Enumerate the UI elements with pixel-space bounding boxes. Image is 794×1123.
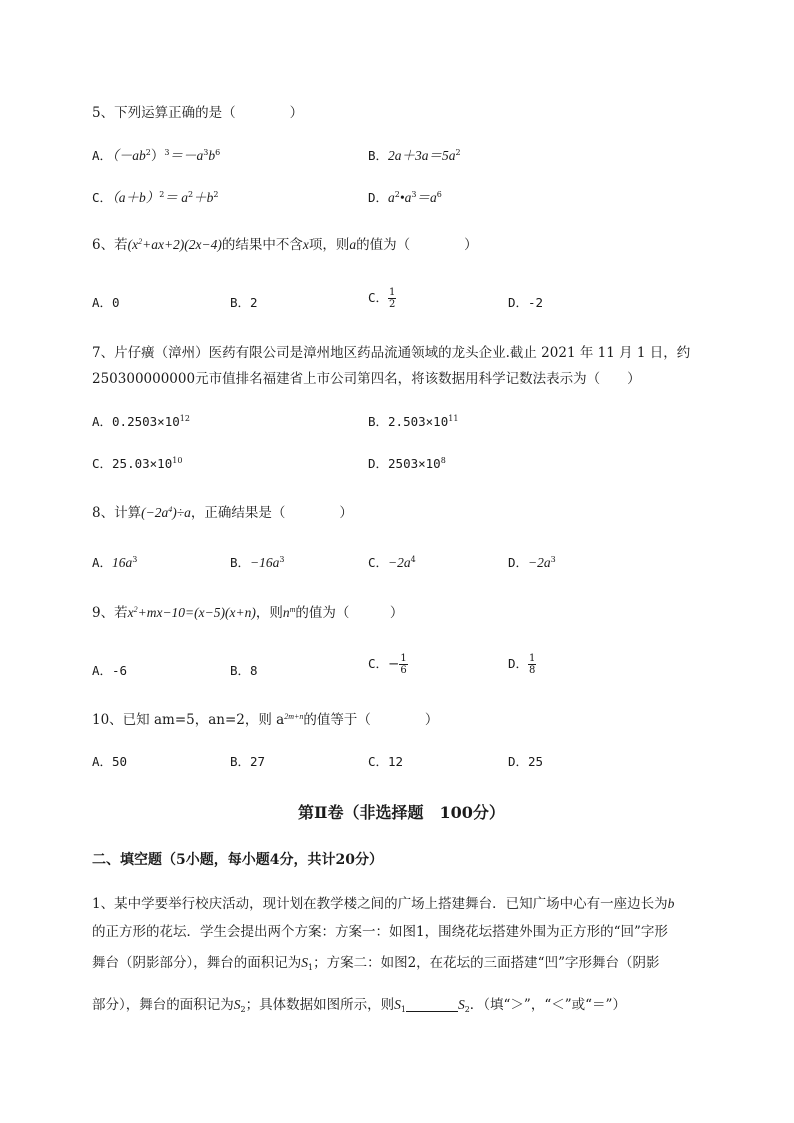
q8-option-d[interactable]: D．$-2a^3$	[508, 555, 556, 570]
q10-option-a[interactable]: A．50	[92, 754, 128, 769]
q6-option-b[interactable]: B．2	[230, 295, 258, 310]
q10-option-b[interactable]: B．27	[230, 754, 266, 769]
q8-option-a[interactable]: A．$16a^3$	[92, 555, 138, 570]
q6-option-c[interactable]: C． $\frac{1}{2}$	[368, 287, 396, 310]
q8-option-b[interactable]: B．$-16a^3$	[230, 555, 285, 570]
q8-expression: $(-2a^4)\div a$	[141, 505, 191, 520]
q7-stem-line2: 250300000000元市值排名福建省上市公司第四名，将该数据用科学记数法表示为（ ）	[92, 371, 641, 387]
q5-option-b[interactable]: B．$2a+3a=5a^2$	[368, 148, 461, 163]
q7-option-b[interactable]: B．$2.503\times 10^{11}$	[368, 414, 459, 429]
q10-option-c[interactable]: C．12	[368, 754, 404, 769]
q10-option-d[interactable]: D．25	[508, 754, 544, 769]
answer-blank[interactable]	[406, 997, 458, 1012]
q9-option-c[interactable]: C．− $\frac{1}{6}$	[368, 653, 407, 676]
fraction: $\frac{1}{2}$	[389, 287, 396, 310]
section2-title: 二、填空题（5小题，每小题4分，共计20分）	[92, 852, 383, 868]
fill1-line2: 的正方形的花坛．学生会提出两个方案：方案一：如图1，围绕花坛搭建外围为正方形的“回”字形	[92, 924, 668, 940]
q6-option-a[interactable]: A．0	[92, 295, 120, 310]
q5-option-a[interactable]: A．$(-ab^2)^3=-a^3b^6$	[92, 148, 221, 164]
q9-option-d[interactable]: D． $\frac{1}{8}$	[508, 653, 536, 676]
q5-option-d[interactable]: D．$a^2•a^3=a^6$	[368, 190, 442, 205]
q7-option-d[interactable]: D．$2503\times 10^8$	[368, 456, 446, 471]
q6-option-d[interactable]: D．-2	[508, 295, 544, 310]
q6-stem: 6、若$(x^2+ax+2)(2x-4)$的结果中不含x项，则a的值为（ ）	[92, 237, 478, 253]
fill1-line3: 舞台（阴影部分），舞台的面积记为$S_1$；方案二：如图2，在花坛的三面搭建“凹”字形舞台（阴影	[92, 955, 660, 972]
fraction: $\frac{1}{8}$	[529, 653, 536, 676]
q7-option-a[interactable]: A．$0.2503\times 10^{12}$	[92, 414, 190, 429]
q5-option-c[interactable]: C．$(a+b)^2= a^2+b^2$	[92, 190, 219, 205]
fill1-line1: 1、某中学要举行校庆活动，现计划在教学楼之间的广场上搭建舞台．已知广场中心有一座边长为b	[92, 896, 675, 912]
q7-stem-line1: 7、片仔癀（漳州）医药有限公司是漳州地区药品流通领域的龙头企业.截止 2021 年 11 月 1 日，约	[92, 345, 691, 361]
q9-option-b[interactable]: B．8	[230, 663, 258, 678]
q8-stem: 8、计算$(-2a^4)\div a$，正确结果是（ ）	[92, 505, 353, 521]
q5-stem: 5、下列运算正确的是（ ）	[92, 105, 304, 121]
q9-expression: $x^2+mx-10=(x-5)(x+n)$	[127, 605, 256, 620]
q8-option-c[interactable]: C．$-2a^4$	[368, 555, 416, 570]
q10-stem: 10、已知 am=5，an=2，则 $a^{2m+n}$的值等于（ ）	[92, 712, 439, 728]
q9-option-a[interactable]: A．-6	[92, 663, 128, 678]
fill1-line4: 部分），舞台的面积记为$S_2$；具体数据如图所示，则$S_1$ $S_2$．（填“＞”，“＜”或“＝”）	[92, 997, 626, 1014]
fraction: $\frac{1}{6}$	[400, 653, 407, 676]
q6-expression: $(x^2+ax+2)(2x-4)$	[127, 237, 222, 252]
q7-option-c[interactable]: C．$25.03\times 10^{10}$	[92, 456, 183, 471]
q9-stem: 9、若$x^2+mx-10=(x-5)(x+n)$，则$n^m$的值为（ ）	[92, 605, 404, 621]
part2-title: 第Ⅱ卷（非选择题 100分）	[298, 803, 505, 822]
